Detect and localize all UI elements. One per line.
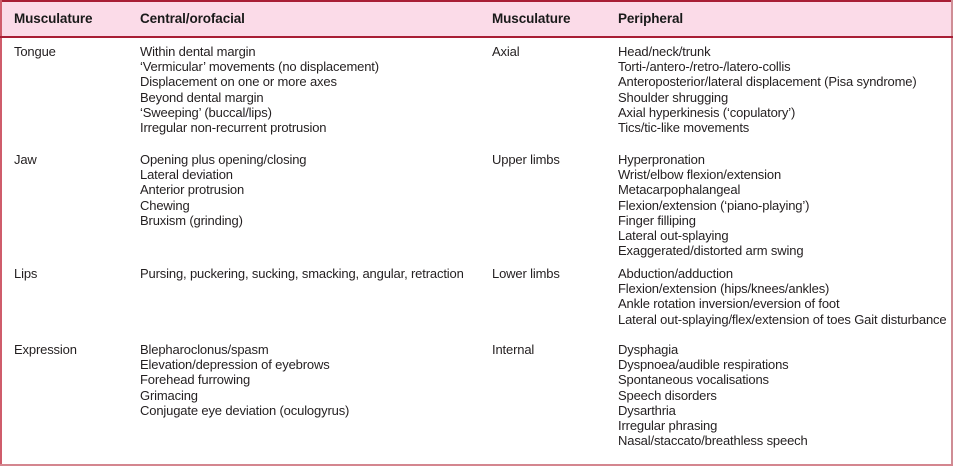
list-item: Dysarthria	[618, 402, 676, 418]
list-item: Beyond dental margin	[140, 89, 264, 105]
row-group-label-upper-limbs: Upper limbs	[492, 152, 560, 167]
row-group-label-lower-limbs: Lower limbs	[492, 266, 560, 281]
table-header-row	[2, 2, 951, 36]
row-group-label-expression: Expression	[14, 342, 77, 357]
row-group-items-central-2	[140, 266, 464, 281]
list-item: Pursing, puckering, sucking, smacking, angular, retraction	[140, 266, 464, 281]
row-group-items-central-3	[140, 342, 349, 418]
list-item: ‘Vermicular’ movements (no displacement)	[140, 59, 379, 75]
row-group-label-axial: Axial	[492, 44, 520, 59]
column-header-musculature-right: Musculature	[492, 11, 571, 26]
list-item: Bruxism (grinding)	[140, 212, 243, 228]
row-group-items-central-0	[140, 44, 379, 135]
table-header-band	[2, 2, 951, 36]
list-item: Finger filliping	[618, 212, 696, 228]
list-item: Elevation/depression of eyebrows	[140, 357, 330, 373]
list-item: ‘Sweeping’ (buccal/lips)	[140, 104, 272, 120]
row-group-items-peripheral-3	[618, 342, 808, 448]
list-item: Irregular non-recurrent protrusion	[140, 120, 327, 136]
list-item: Wrist/elbow flexion/extension	[618, 167, 782, 183]
list-item: Tics/tic-like movements	[618, 120, 750, 136]
list-item: Chewing	[140, 197, 190, 213]
list-item: Nasal/staccato/breathless speech	[618, 433, 808, 449]
list-item: Head/neck/trunk	[618, 44, 711, 59]
list-item: Displacement on one or more axes	[140, 74, 337, 90]
list-item: Lateral out-splaying	[618, 228, 729, 244]
list-item: Dysphagia	[618, 342, 679, 357]
list-item: Spontaneous vocalisations	[618, 372, 769, 388]
row-group-label-jaw: Jaw	[14, 152, 37, 167]
list-item: Abduction/adduction	[618, 266, 733, 281]
list-item: Dyspnoea/audible respirations	[618, 357, 789, 373]
list-item: Blepharoclonus/spasm	[140, 342, 269, 357]
list-item: Hyperpronation	[618, 152, 705, 167]
list-item: Within dental margin	[140, 44, 256, 59]
list-item: Flexion/extension (hips/knees/ankles)	[618, 281, 830, 297]
row-group-items-central-1	[140, 152, 306, 228]
row-group-label-internal: Internal	[492, 342, 535, 357]
list-item: Metacarpophalangeal	[618, 182, 741, 198]
row-group-items-peripheral-1	[618, 152, 809, 258]
list-item: Lateral deviation	[140, 167, 233, 183]
list-item: Speech disorders	[618, 387, 717, 403]
list-item: Opening plus opening/closing	[140, 152, 307, 167]
row-group-items-peripheral-0	[618, 44, 917, 135]
list-item: Exaggerated/distorted arm swing	[618, 243, 804, 259]
list-item: Lateral out-splaying/flex/extension of toes Gait disturbance	[618, 311, 947, 327]
column-header-peripheral: Peripheral	[618, 11, 684, 26]
list-item: Shoulder shrugging	[618, 89, 729, 105]
row-group-label-tongue: Tongue	[14, 44, 56, 59]
list-item: Axial hyperkinesis (‘copulatory’)	[618, 104, 796, 120]
list-item: Flexion/extension (‘piano-playing’)	[618, 197, 810, 213]
list-item: Irregular phrasing	[618, 418, 718, 434]
list-item: Anterior protrusion	[140, 182, 245, 198]
column-header-central-orofacial: Central/orofacial	[140, 11, 245, 26]
list-item: Forehead furrowing	[140, 372, 251, 388]
row-group-items-peripheral-2	[618, 266, 946, 327]
column-header-musculature-left: Musculature	[14, 11, 93, 26]
table-body	[2, 38, 951, 464]
list-item: Torti-/antero-/retro-/latero-collis	[618, 59, 791, 75]
list-item: Ankle rotation inversion/eversion of foot	[618, 296, 840, 312]
list-item: Conjugate eye deviation (oculogyrus)	[140, 402, 350, 418]
row-group-label-lips: Lips	[14, 266, 38, 281]
list-item: Grimacing	[140, 387, 198, 403]
list-item: Anteroposterior/lateral displacement (Pisa syndrome)	[618, 74, 917, 90]
